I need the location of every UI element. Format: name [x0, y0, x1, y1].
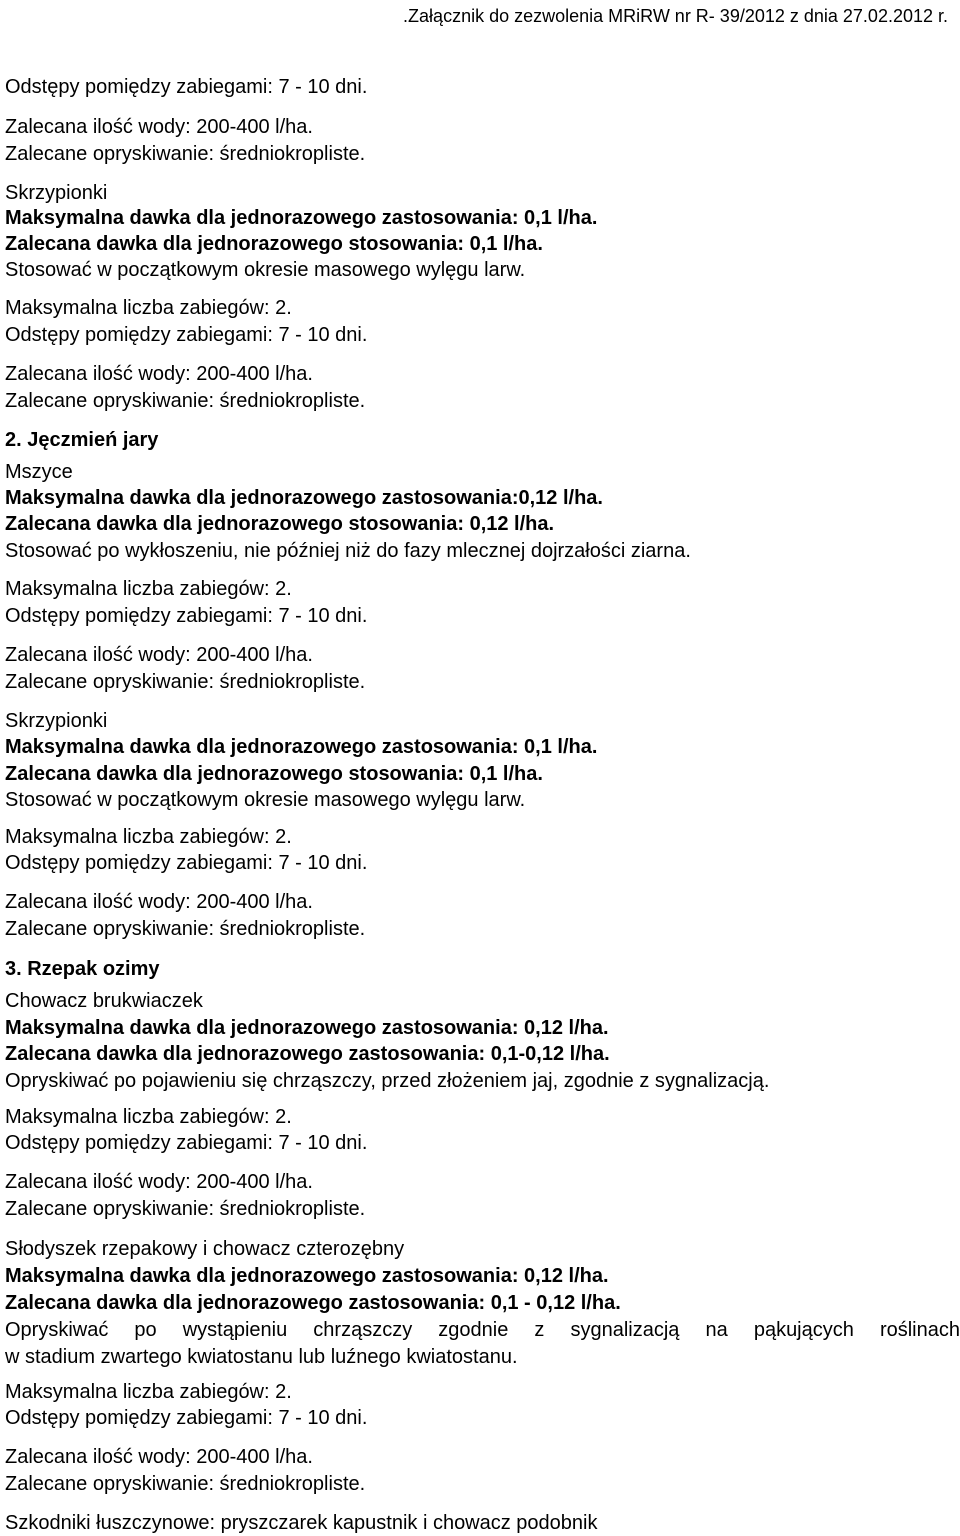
pest-heading: Skrzypionki [5, 182, 108, 204]
recommended-dose-line: Zalecana dawka dla jednorazowego stosowania: 0,1 l/ha. [5, 233, 543, 255]
text-line: Odstępy pomiędzy zabiegami: 7 - 10 dni. [5, 1132, 368, 1154]
crop-heading: 2. Jęczmień jary [5, 429, 159, 451]
pest-heading: Słodyszek rzepakowy i chowacz czterozębny [5, 1238, 405, 1260]
text-line: Zalecana ilość wody: 200-400 l/ha. [5, 1446, 313, 1468]
crop-heading: 3. Rzepak ozimy [5, 958, 160, 980]
text-line: w stadium zwartego kwiatostanu lub luźnego kwiatostanu. [5, 1346, 518, 1368]
text-line: Odstępy pomiędzy zabiegami: 7 - 10 dni. [5, 324, 368, 346]
text-line: Odstępy pomiędzy zabiegami: 7 - 10 dni. [5, 852, 368, 874]
pest-heading: Mszyce [5, 461, 73, 483]
text-line: Zalecane opryskiwanie: średniokropliste. [5, 143, 366, 165]
max-dose-line: Maksymalna dawka dla jednorazowego zastosowania:0,12 l/ha. [5, 487, 603, 509]
pest-heading: Skrzypionki [5, 710, 108, 732]
text-line: Maksymalna liczba zabiegów: 2. [5, 1381, 292, 1403]
pest-heading: Szkodniki łuszczynowe: pryszczarek kapustnik i chowacz podobnik [5, 1512, 598, 1534]
text-line: Odstępy pomiędzy zabiegami: 7 - 10 dni. [5, 76, 368, 98]
text-line: Zalecane opryskiwanie: średniokropliste. [5, 918, 366, 940]
text-line: Odstępy pomiędzy zabiegami: 7 - 10 dni. [5, 1407, 368, 1429]
max-dose-line: Maksymalna dawka dla jednorazowego zastosowania: 0,1 l/ha. [5, 207, 598, 229]
text-line: Stosować w początkowym okresie masowego wylęgu larw. [5, 789, 526, 811]
pest-heading: Chowacz brukwiaczek [5, 990, 203, 1012]
text-line: Stosować po wykłoszeniu, nie później niż do fazy mlecznej dojrzałości ziarna. [5, 540, 691, 562]
text-line: Opryskiwać po pojawieniu się chrząszczy, przed złożeniem jaj, zgodnie z sygnalizacją. [5, 1070, 770, 1092]
text-line: Zalecana ilość wody: 200-400 l/ha. [5, 363, 313, 385]
text-line: Zalecane opryskiwanie: średniokropliste. [5, 1473, 366, 1495]
max-dose-line: Maksymalna dawka dla jednorazowego zastosowania: 0,12 l/ha. [5, 1265, 609, 1287]
text-line: Maksymalna liczba zabiegów: 2. [5, 826, 292, 848]
text-line: Maksymalna liczba zabiegów: 2. [5, 578, 292, 600]
text-line: Zalecana ilość wody: 200-400 l/ha. [5, 116, 313, 138]
max-dose-line: Maksymalna dawka dla jednorazowego zastosowania: 0,12 l/ha. [5, 1017, 609, 1039]
document-header: .Załącznik do zezwolenia MRiRW nr R- 39/2012 z dnia 27.02.2012 r. [403, 6, 948, 26]
text-line: Zalecana ilość wody: 200-400 l/ha. [5, 891, 313, 913]
text-line: Stosować w początkowym okresie masowego wylęgu larw. [5, 259, 526, 281]
text-line: Zalecane opryskiwanie: średniokropliste. [5, 1198, 366, 1220]
text-line: Opryskiwać po wystąpieniu chrząszczy zgodnie z sygnalizacją na pąkujących roślinach [5, 1319, 960, 1341]
recommended-dose-line: Zalecana dawka dla jednorazowego stosowania: 0,1 l/ha. [5, 763, 543, 785]
text-line: Maksymalna liczba zabiegów: 2. [5, 297, 292, 319]
recommended-dose-line: Zalecana dawka dla jednorazowego zastosowania: 0,1 - 0,12 l/ha. [5, 1292, 621, 1314]
text-line: Zalecane opryskiwanie: średniokropliste. [5, 671, 366, 693]
text-line: Zalecana ilość wody: 200-400 l/ha. [5, 644, 313, 666]
max-dose-line: Maksymalna dawka dla jednorazowego zastosowania: 0,1 l/ha. [5, 736, 598, 758]
text-line: Odstępy pomiędzy zabiegami: 7 - 10 dni. [5, 605, 368, 627]
recommended-dose-line: Zalecana dawka dla jednorazowego stosowania: 0,12 l/ha. [5, 513, 555, 535]
text-line: Zalecana ilość wody: 200-400 l/ha. [5, 1171, 313, 1193]
text-line: Zalecane opryskiwanie: średniokropliste. [5, 390, 366, 412]
recommended-dose-line: Zalecana dawka dla jednorazowego zastosowania: 0,1-0,12 l/ha. [5, 1043, 610, 1065]
text-line: Maksymalna liczba zabiegów: 2. [5, 1106, 292, 1128]
